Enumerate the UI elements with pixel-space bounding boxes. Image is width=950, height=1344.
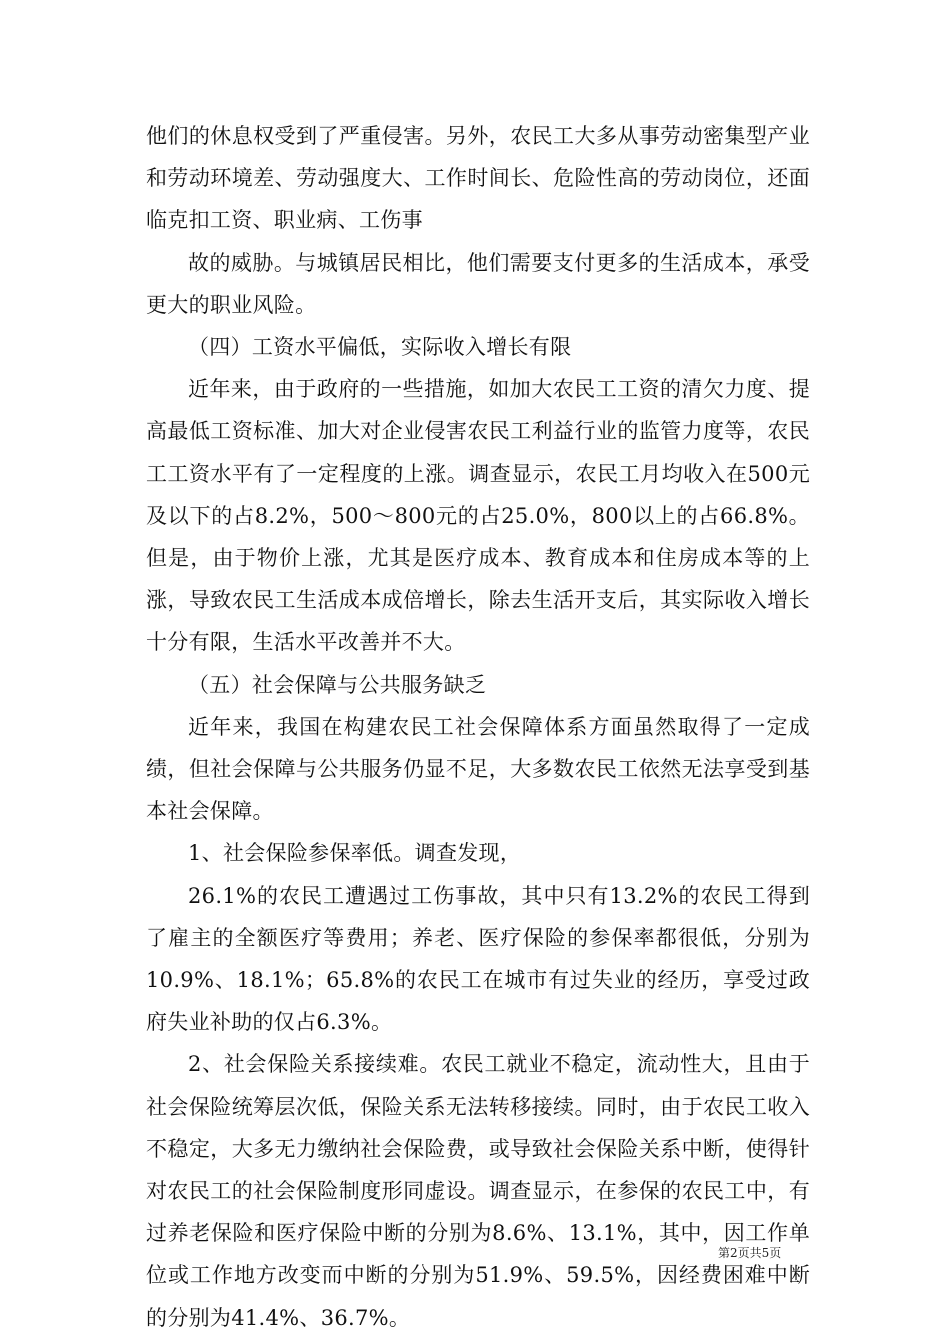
list-item-1-body: 26.1%的农民工遭遇过工伤事故，其中只有13.2%的农民工得到了雇主的全额医疗等费用；养老、医疗保险的参保率都很低，分别为10.9%、18.1%；65.8%的农民工在城市有过失业的经历，享受过政府失业补助的仅占6.3%。 — [146, 883, 810, 1035]
section-heading-5: （五）社会保障与公共服务缺乏 — [188, 672, 487, 697]
page-number: 第2页共5页 — [718, 1246, 782, 1260]
list-item-1-heading: 1、社会保险参保率低。调查发现， — [188, 841, 522, 866]
document-body — [146, 115, 810, 1339]
section-heading-4: （四）工资水平偏低，实际收入增长有限 — [188, 335, 572, 360]
paragraph-social-security: 近年来，我国在构建农民工社会保障体系方面虽然取得了一定成绩，但社会保障与公共服务仍显不足，大多数农民工依然无法享受到基本社会保障。 — [146, 714, 810, 824]
list-item-2: 2、社会保险关系接续难。农民工就业不稳定，流动性大，且由于社会保险统筹层次低，保险关系无法转移接续。同时，由于农民工收入不稳定，大多无力缴纳社会保险费，或导致社会保险关系中断，使得针对农民工的社会保险制度形同虚设。调查显示，在参保的农民工中，有过养老保险和医疗保险中断的分别为8.6%、13.1%，其中，因工作单位或工作地方改变而中断的分别为51.9%、59.5%，因经费困难中断的分别为41.4%、36.7%。 — [146, 1052, 810, 1330]
paragraph-continuation-2: 故的威胁。与城镇居民相比，他们需要支付更多的生活成本，承受更大的职业风险。 — [146, 250, 810, 317]
paragraph-wages: 近年来，由于政府的一些措施，如加大农民工工资的清欠力度、提高最低工资标准、加大对企业侵害农民工利益行业的监管力度等，农民工工资水平有了一定程度的上涨。调查显示，农民工月均收入在500元及以下的占8.2%，500～800元的占25.0%，800以上的占66.8%。但是，由于物价上涨，尤其是医疗成本、教育成本和住房成本等的上涨，导致农民工生活成本成倍增长，除去生活开支后，其实际收入增长十分有限，生活水平改善并不大。 — [146, 377, 810, 655]
paragraph-continuation: 他们的休息权受到了严重侵害。另外，农民工大多从事劳动密集型产业和劳动环境差、劳动强度大、工作时间长、危险性高的劳动岗位，还面临克扣工资、职业病、工伤事 — [146, 124, 810, 233]
